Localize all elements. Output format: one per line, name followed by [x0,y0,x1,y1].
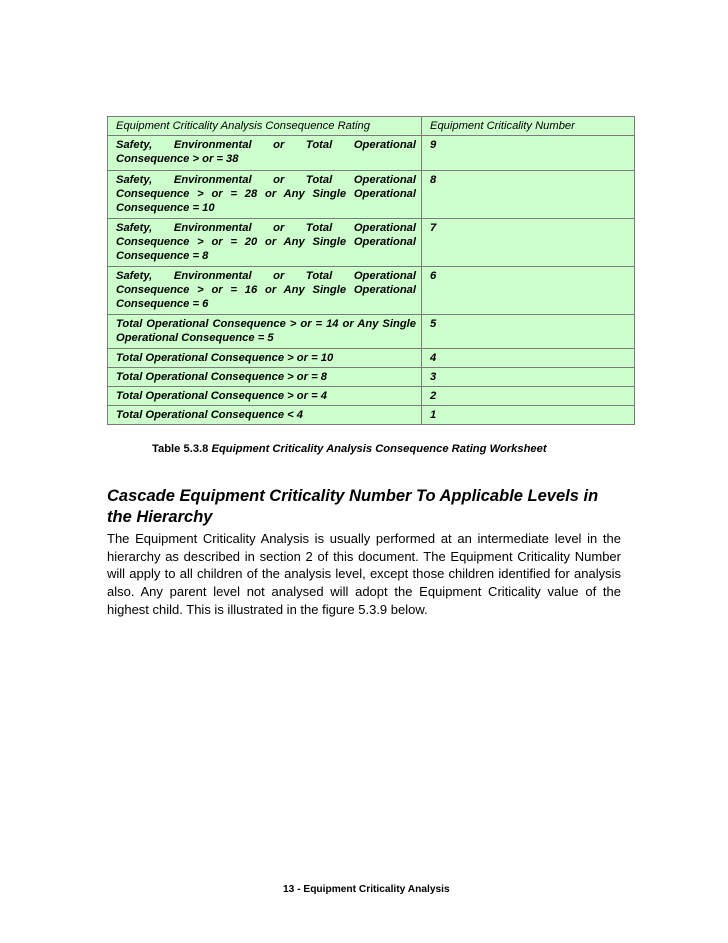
table-row [108,219,635,267]
number-cell: 2 [422,387,635,406]
rating-cell: Safety, Environmental or Total Operational Consequence > or = 20 or Any Single Operational Consequence = 8 [108,219,422,267]
header-consequence-rating: Equipment Criticality Analysis Consequence Rating [108,117,422,136]
number-cell: 9 [422,136,635,171]
table-row [108,171,635,219]
table-row [108,368,635,387]
caption-title: Equipment Criticality Analysis Consequence Rating Worksheet [211,443,547,455]
rating-cell: Safety, Environmental or Total Operational Consequence > or = 16 or Any Single Operational Consequence = 6 [108,267,422,315]
page-number: 13 - [283,884,301,895]
consequence-rating-table [107,116,635,425]
rating-cell: Total Operational Consequence > or = 14 or Any Single Operational Consequence = 5 [108,315,422,349]
rating-cell: Total Operational Consequence > or = 4 [108,387,422,406]
body-paragraph: The Equipment Criticality Analysis is usually performed at an intermediate level in the hierarchy as described in section 2 of this document. The Equipment Criticality Number will apply to all children of the analysis level, except those children identified for analysis also. Any parent level not analysed will adopt the Equipment Criticality value of the highest child. This is illustrated in the figure 5.3.9 below. [107,531,621,617]
table-header-row [108,117,635,136]
footer-title: Equipment Criticality Analysis [303,884,450,895]
table-row [108,349,635,368]
rating-cell: Total Operational Consequence > or = 8 [108,368,422,387]
number-cell: 1 [422,406,635,425]
rating-cell: Safety, Environmental or Total Operational Consequence > or = 28 or Any Single Operational Consequence = 10 [108,171,422,219]
number-cell: 5 [422,315,635,349]
table-row [108,315,635,349]
rating-cell: Total Operational Consequence > or = 10 [108,349,422,368]
rating-cell: Total Operational Consequence < 4 [108,406,422,425]
number-cell: 8 [422,171,635,219]
table-row [108,267,635,315]
number-cell: 6 [422,267,635,315]
caption-label: Table 5.3.8 [152,443,209,455]
number-cell: 7 [422,219,635,267]
section-heading: Cascade Equipment Criticality Number To Applicable Levels in the Hierarchy [107,487,599,526]
table-row [108,136,635,171]
number-cell: 4 [422,349,635,368]
table-caption [152,443,612,455]
number-cell: 3 [422,368,635,387]
rating-cell: Safety, Environmental or Total Operational Consequence > or = 38 [108,136,422,171]
table-row [108,406,635,425]
table-row [108,387,635,406]
page-footer [283,884,450,895]
header-criticality-number: Equipment Criticality Number [422,117,635,136]
